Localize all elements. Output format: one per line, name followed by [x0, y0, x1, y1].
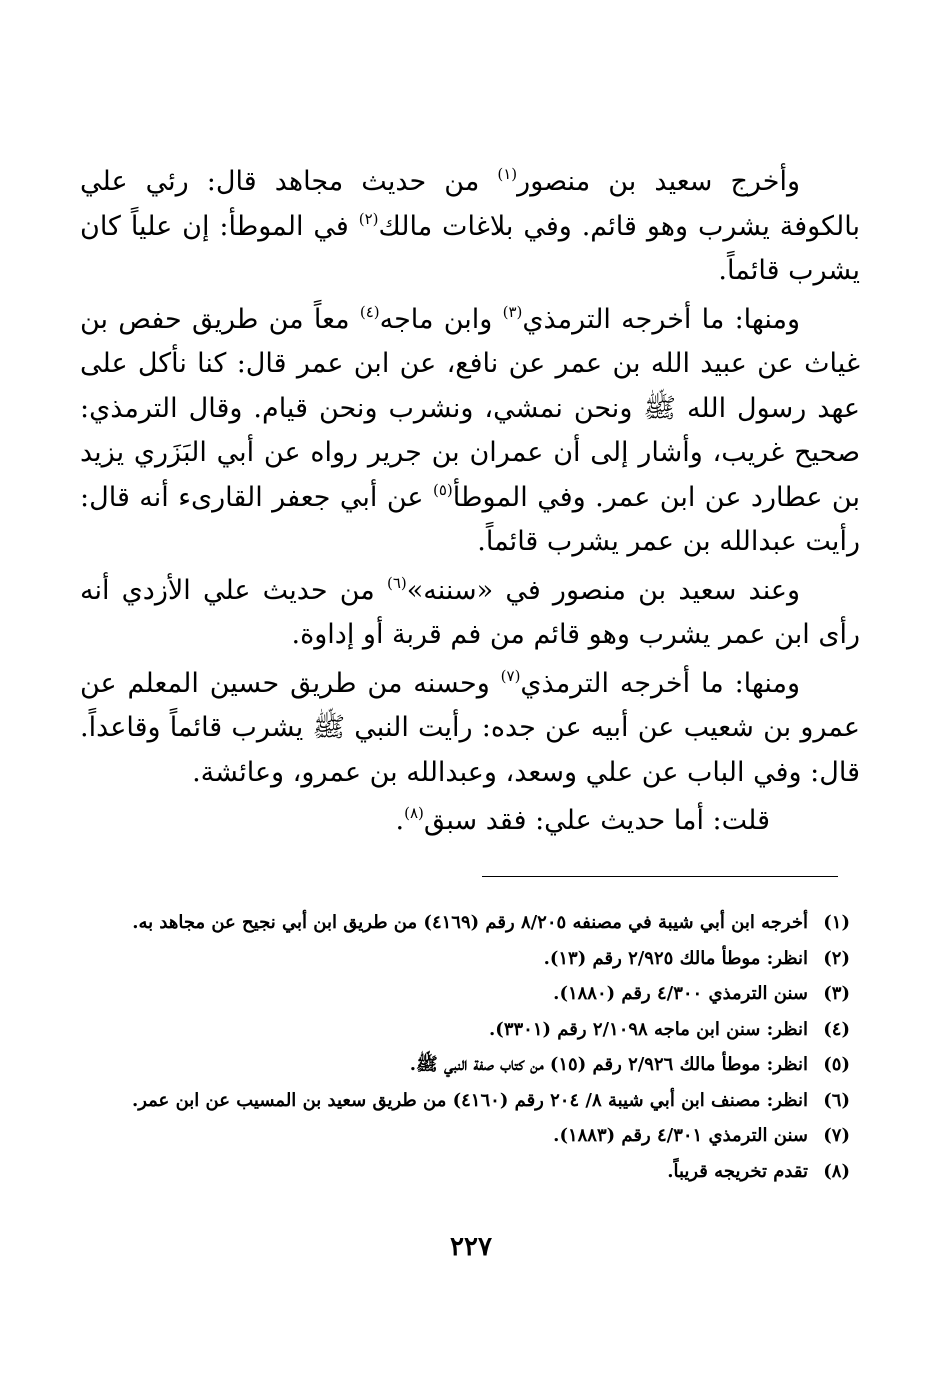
footnote-text: انظر: موطأ مالك ٢/٩٢٦ رقم (١٥) من كتاب صفة النبي ﷺ.: [409, 1054, 808, 1075]
footnote-ref-5: (٥): [433, 480, 453, 499]
paragraph-4-text-b: وحسنه من طريق حسين المعلم عن عمرو بن شعيب عن أبيه عن جده: رأيت النبي ﷺ يشرب قائماً وقاعداً. قال: وفي الباب عن علي وسعد، وعبدالله بن عمرو، وعائشة.: [80, 667, 860, 788]
paragraph-1-text-c: في الموطأ: إن علياً كان يشرب قائماً.: [80, 210, 860, 286]
footnote-number: (٣): [823, 983, 850, 1004]
footnote-3: [100, 976, 850, 1012]
paragraph-4-text-a: ومنها: ما أخرجه الترمذي: [520, 667, 800, 699]
footnote-6: [100, 1083, 850, 1119]
paragraph-1-text-b: من حديث مجاهد قال: رئي علي بالكوفة يشرب وهو قائم. وفي بلاغات مالك: [80, 166, 860, 242]
paragraph-5-text-a: قلت: أما حديث علي: فقد سبق: [423, 805, 770, 836]
paragraph-1-text-a: وأخرج سعيد بن منصور: [517, 166, 800, 197]
footnote-1: [100, 905, 850, 941]
footnote-ref-3: (٣): [502, 302, 523, 321]
footnote-text: سنن الترمذي ٤/٣٠١ رقم (١٨٨٣).: [553, 1125, 808, 1146]
footnote-text: انظر: سنن ابن ماجه ٢/١٠٩٨ رقم (٣٣٠١).: [489, 1018, 808, 1040]
paragraph-2: [80, 298, 860, 565]
footnote-ref-4: (٤): [359, 302, 380, 321]
footnote-divider: [482, 876, 838, 877]
paragraph-2-text-a: ومنها: ما أخرجه الترمذي: [522, 303, 800, 335]
footnotes-list: [100, 905, 850, 1189]
paragraph-5-text-b: .: [395, 805, 405, 836]
paragraph-5: [80, 799, 860, 844]
footnote-text: أخرجه ابن أبي شيبة في مصنفه ٨/٢٠٥ رقم (٤١٦٩) من طريق ابن أبي نجيح عن مجاهد به.: [132, 912, 808, 933]
footnote-number: (٧): [823, 1125, 850, 1146]
main-text-body: [80, 160, 860, 848]
footnote-number: (٥): [823, 1054, 850, 1075]
footnote-number: (٦): [823, 1089, 850, 1111]
footnote-ref-8: (٨): [404, 804, 424, 822]
page-number: ٢٢٧: [450, 1232, 492, 1262]
paragraph-1: [80, 160, 860, 294]
footnote-text: تقدم تخريجه قريباً.: [667, 1160, 808, 1182]
footnote-7: [100, 1118, 850, 1154]
footnote-text: انظر: موطأ مالك ٢/٩٢٥ رقم (١٣).: [543, 947, 808, 969]
paragraph-4: [80, 662, 860, 796]
footnote-ref-7: (٧): [500, 666, 521, 685]
paragraph-3: [80, 569, 860, 658]
paragraph-2-text-d: عن أبي جعفر القارىء أنه قال: رأيت عبدالله بن عمر يشرب قائماً.: [80, 481, 860, 557]
footnote-5: [100, 1047, 850, 1083]
paragraph-3-text-a: وعند سعيد بن منصور في «سننه»: [406, 574, 800, 606]
footnote-ref-2: (٢): [358, 209, 379, 228]
footnote-text: سنن الترمذي ٤/٣٠٠ رقم (١٨٨٠).: [553, 983, 808, 1004]
paragraph-2-text-b: وابن ماجه: [379, 303, 503, 335]
footnote-number: (١): [823, 912, 850, 933]
paragraph-2-text-c: معاً من طريق حفص بن غياث عن عبيد الله بن عمر عن نافع، عن ابن عمر قال: كنا نأكل على عهد رسول الله ﷺ ونحن نمشي، ونشرب ونحن قيام. وقال الترمذي: صحيح غريب، وأشار إلى أن عمران بن جرير رواه عن أبي البَزَري يزيد بن عطارد عن ابن عمر. وفي الموطأ: [80, 303, 860, 513]
footnote-number: (٨): [823, 1160, 850, 1182]
footnote-ref-1: (١): [497, 165, 518, 183]
footnote-8: [100, 1154, 850, 1190]
paragraph-3-text-b: من حديث علي الأزدي أنه رأى ابن عمر يشرب وهو قائم من فم قربة أو إداوة.: [80, 574, 860, 650]
footnote-4: [100, 1012, 850, 1048]
footnote-number: (٤): [823, 1018, 850, 1040]
footnote-2: [100, 941, 850, 977]
footnote-ref-6: (٦): [386, 573, 407, 592]
footnote-number: (٢): [823, 947, 850, 969]
footnote-text: انظر: مصنف ابن أبي شيبة ٨/ ٢٠٤ رقم (٤١٦٠) من طريق سعيد بن المسيب عن ابن عمر.: [131, 1089, 808, 1111]
